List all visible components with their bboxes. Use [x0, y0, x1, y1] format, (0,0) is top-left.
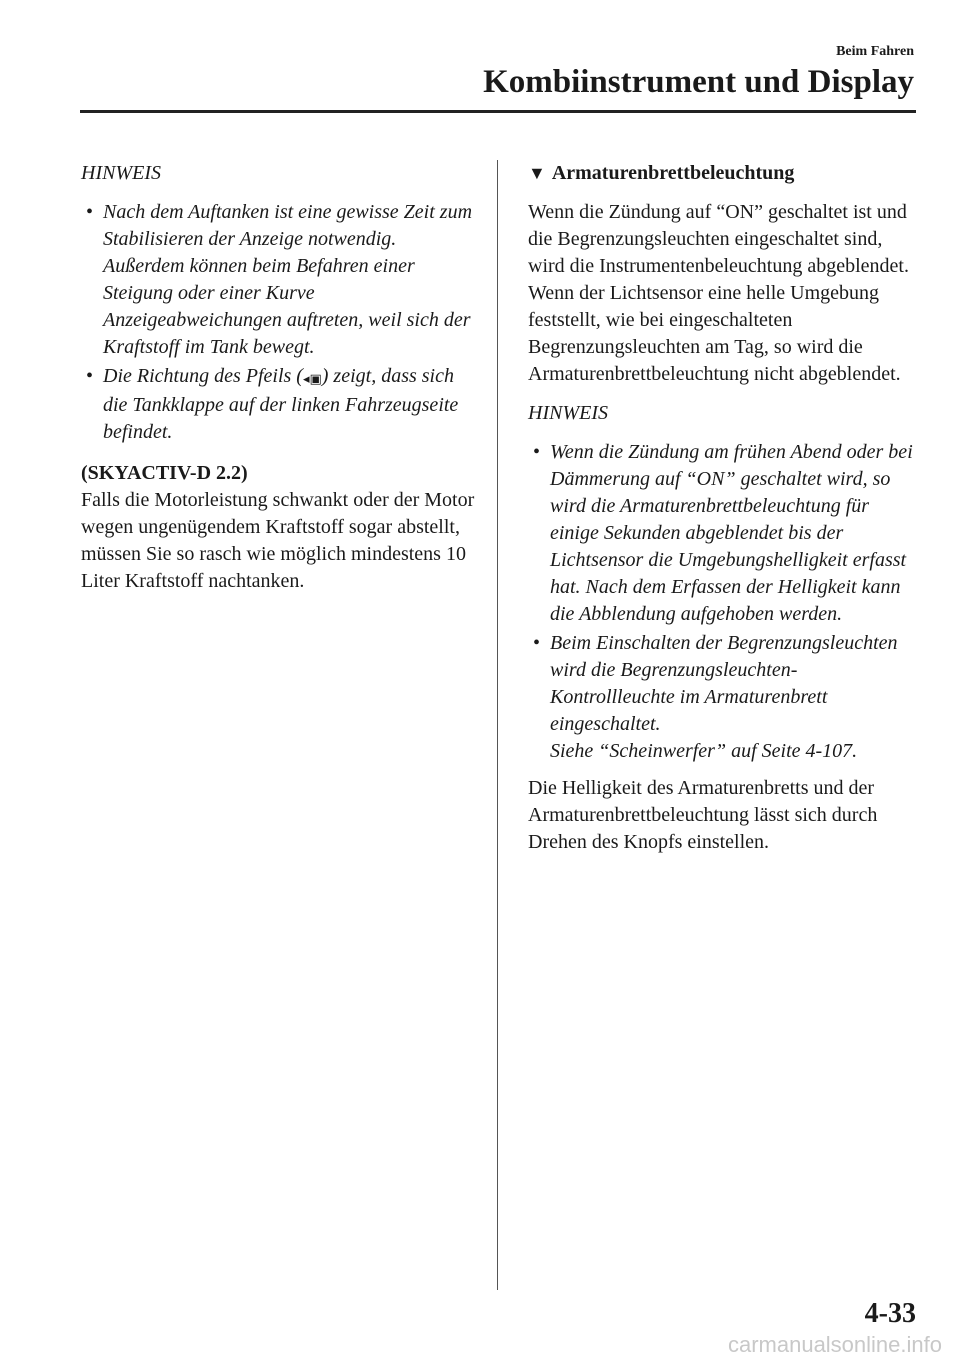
note-text: Wenn die Zündung am frühen Abend oder bei Dämmerung auf “ON” geschaltet wird, so wird die Armaturenbrettbeleuchtung für einige Sekunden abgeblendet bis der Lichtsensor die Umgebungshelligkeit erfasst hat. Nach dem Erfassen der Helligkeit kann die Abblendung aufgehoben werden. — [550, 441, 913, 625]
page-title: Kombiinstrument und Display — [483, 64, 914, 100]
bullet-icon: • — [86, 201, 94, 223]
left-column — [81, 160, 481, 607]
note-item — [81, 199, 481, 361]
note-item — [528, 630, 920, 765]
fuel-door-arrow-icon: ◂▣ — [302, 371, 322, 386]
note-text: ) zeigt, dass sich die Tankklappe auf der linken Fahrzeugseite befindet. — [103, 365, 459, 443]
note-list — [528, 439, 920, 765]
bullet-icon: • — [533, 441, 541, 463]
header-rule — [80, 110, 916, 113]
note-text: Nach dem Auftanken ist eine gewisse Zeit zum Stabilisieren der Anzeige notwendig. Außerdem können beim Befahren einer Steigung oder einer Kurve Anzeigeabweichungen auftreten, weil sich der Kraftstoff im Tank bewegt. — [103, 201, 473, 358]
page-reference: Siehe “Scheinwerfer” auf Seite 4-107. — [550, 740, 858, 762]
bullet-icon: • — [533, 632, 541, 654]
body-paragraph: Die Helligkeit des Armaturenbretts und der Armaturenbrettbeleuchtung lässt sich durch Drehen des Knopfs einstellen. — [528, 777, 878, 853]
section-title: Armaturenbrettbeleuchtung — [551, 162, 795, 184]
section-heading — [528, 160, 920, 187]
page-number: 4-33 — [864, 1298, 916, 1329]
right-column — [528, 160, 920, 868]
note-item — [528, 439, 920, 628]
note-text: Die Richtung des Pfeils ( — [103, 365, 303, 387]
note-text: Beim Einschalten der Begrenzungsleuchten wird die Begrenzungsleuchten-Kontrollleuchte im Armaturenbrett eingeschaltet. — [550, 632, 898, 735]
note-label: HINWEIS — [528, 402, 608, 424]
note-item — [81, 363, 481, 446]
header-section-label: Beim Fahren — [836, 44, 914, 59]
body-paragraph: Falls die Motorleistung schwankt oder der Motor wegen ungenügendem Kraftstoff sogar abstellt, müssen Sie so rasch wie möglich mindestens 10 Liter Kraftstoff nachtanken. — [81, 489, 475, 592]
subheading: (SKYACTIV-D 2.2) — [81, 462, 248, 484]
note-label: HINWEIS — [81, 162, 161, 184]
bullet-icon: • — [86, 365, 94, 387]
watermark: carmanualsonline.info — [727, 1332, 942, 1357]
note-list — [81, 199, 481, 446]
body-paragraph: Wenn die Zündung auf “ON” geschaltet ist und die Begrenzungsleuchten eingeschaltet sind, wird die Instrumentenbeleuchtung abgeblendet. Wenn der Lichtsensor eine helle Umgebung feststellt, wie bei eingeschalteten Begrenzungsleuchten am Tag, so wird die Armaturenbrettbeleuchtung nicht abgeblendet. — [528, 201, 909, 385]
column-divider — [497, 160, 498, 1290]
triangle-down-icon: ▼ — [528, 163, 546, 183]
